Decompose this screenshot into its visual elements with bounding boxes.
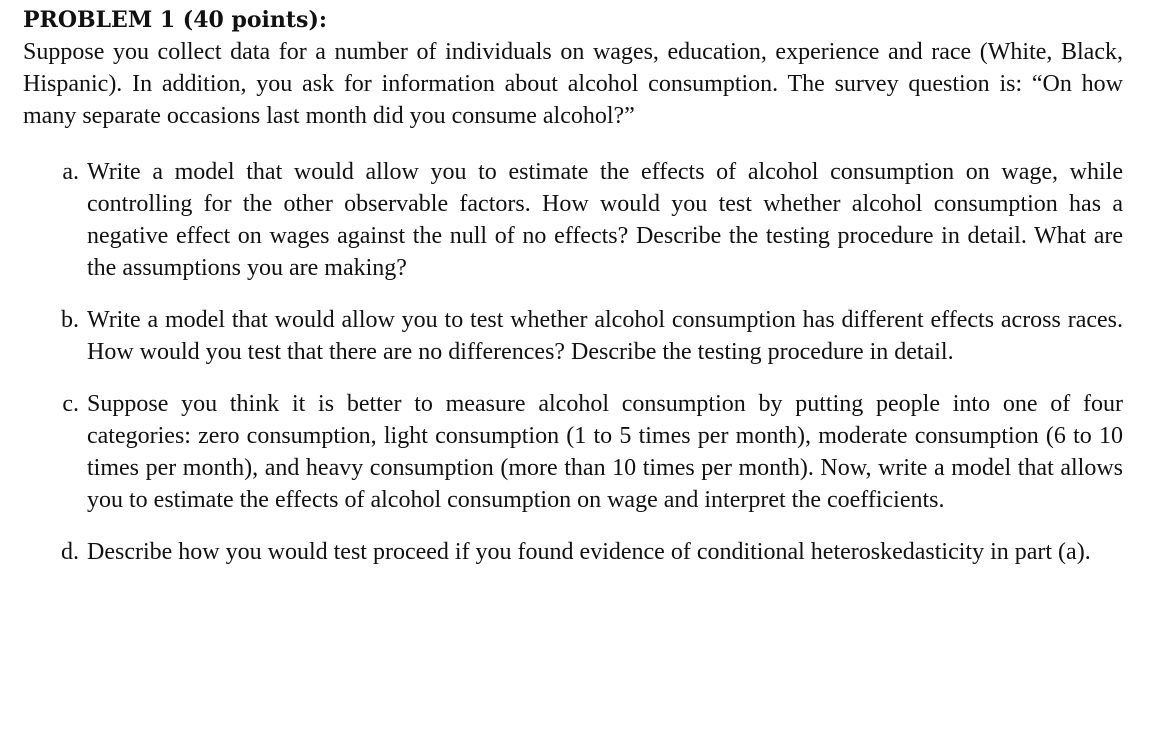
part-a xyxy=(23,156,1123,284)
part-c xyxy=(23,388,1123,516)
problem-parts-list xyxy=(23,156,1123,568)
part-b-text: Write a model that would allow you to test whether alcohol consumption has different effects across races. How would you test that there are no differences? Describe the testing procedure in detail. xyxy=(87,307,1123,365)
part-b xyxy=(23,304,1123,368)
part-b-label: b. xyxy=(61,307,79,333)
problem-title: PROBLEM 1 (40 points): xyxy=(23,7,327,33)
part-d xyxy=(23,536,1123,568)
part-d-text: Describe how you would test proceed if you found evidence of conditional heteroskedasticity in part (a). xyxy=(87,539,1091,565)
part-a-label: a. xyxy=(62,159,79,185)
part-d-label: d. xyxy=(61,539,79,565)
problem-intro: Suppose you collect data for a number of individuals on wages, education, experience and race (White, Black, Hispanic). In addition, you ask for information about alcohol consumption. The survey question is: “On how many separate occasions last month did you consume alcohol?” xyxy=(23,39,1123,129)
part-c-label: c. xyxy=(62,391,79,417)
part-c-text: Suppose you think it is better to measure alcohol consumption by putting people into one of four categories: zero consumption, light consumption (1 to 5 times per month), moderate consumption (6 to 10 times per month), and heavy consumption (more than 10 times per month). Now, write a model that allows you to estimate the effects of alcohol consumption on wage and interpret the coefficients. xyxy=(87,391,1123,513)
problem-document xyxy=(23,4,1123,588)
part-a-text: Write a model that would allow you to estimate the effects of alcohol consumption on wage, while controlling for the other observable factors. How would you test whether alcohol consumption has a negative effect on wages against the null of no effects? Describe the testing procedure in detail. What are the assumptions you are making? xyxy=(87,159,1123,281)
